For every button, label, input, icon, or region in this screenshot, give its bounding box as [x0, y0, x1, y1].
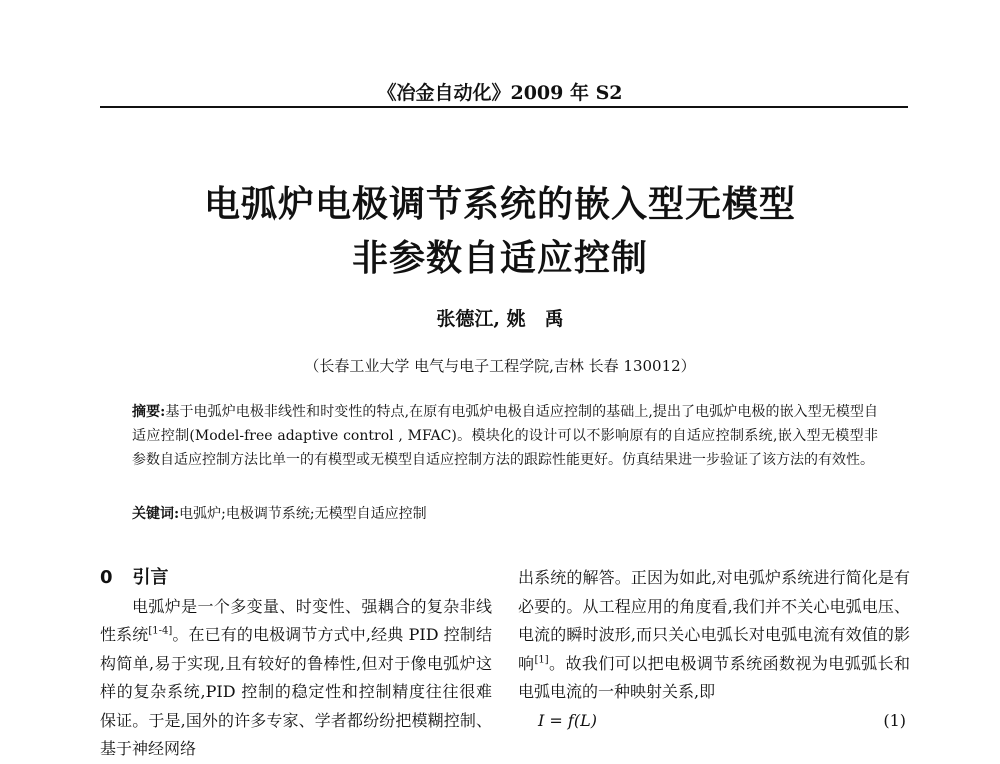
equation-formula: I = f(L) — [538, 710, 597, 730]
keywords — [132, 502, 878, 526]
intro-text-b: 。在已有的电极调节方式中,经典 PID 控制结构简单,易于实现,且有较好的鲁棒性,但对于像电弧炉这样的复杂系统,PID 控制的稳定性和控制精度往往很难保证。于是,国外的许多专家、学者都纷纷把模糊控制、基于神经网络 — [100, 625, 492, 758]
keywords-label: 关键词: — [132, 506, 180, 522]
abstract-text: 基于电弧炉电极非线性和时变性的特点,在原有电弧炉电极自适应控制的基础上,提出了电弧炉电极的嵌入型无模型自适应控制(Model-free adaptive control , MFAC)。模块化的设计可以不影响原有的自适应控制系统,嵌入型无模型非参数自适应控制方法比单一的有模型或无模型自适应控制方法的跟踪性能更好。仿真结果进一步验证了该方法的有效性。 — [132, 404, 879, 468]
affiliation: （长春工业大学 电气与电子工程学院,吉林 长春 130012） — [304, 357, 696, 375]
authors: 张德江, 姚 禹 — [436, 308, 564, 330]
citation: [1] — [534, 654, 549, 666]
right-text-b: 。故我们可以把电极调节系统函数视为电弧弧长和电弧电流的一种映射关系,即 — [518, 653, 910, 701]
citation: [1-4] — [148, 625, 173, 637]
abstract — [132, 400, 878, 472]
paper-title — [0, 178, 1000, 286]
keywords-text: 电弧炉;电极调节系统;无模型自适应控制 — [179, 506, 427, 522]
title-line-2: 非参数自适应控制 — [351, 238, 648, 279]
section-heading — [100, 564, 492, 593]
right-text-a: 出系统的解答。正因为如此,对电弧炉系统进行简化是有必要的。从工程应用的角度看,我们并不关心电弧电压、电流的瞬时波形,而只关心电弧长对电弧电流有效值的影响 — [518, 568, 910, 673]
equation — [518, 707, 910, 736]
left-column — [100, 564, 492, 764]
section-title: 引言 — [132, 567, 169, 588]
header-rule — [100, 106, 908, 108]
intro-paragraph-left — [100, 593, 492, 764]
right-column — [518, 564, 910, 735]
title-line-1: 电弧炉电极调节系统的嵌入型无模型 — [203, 184, 796, 225]
abstract-label: 摘要: — [132, 404, 166, 420]
intro-text-a: 电弧炉是一个多变量、时变性、强耦合的复杂非线性系统 — [100, 596, 492, 644]
intro-paragraph-right — [518, 564, 910, 707]
equation-number: (1) — [883, 710, 906, 730]
section-number: 0 — [100, 567, 113, 588]
journal-header: 《冶金自动化》2009 年 S2 — [377, 82, 623, 104]
